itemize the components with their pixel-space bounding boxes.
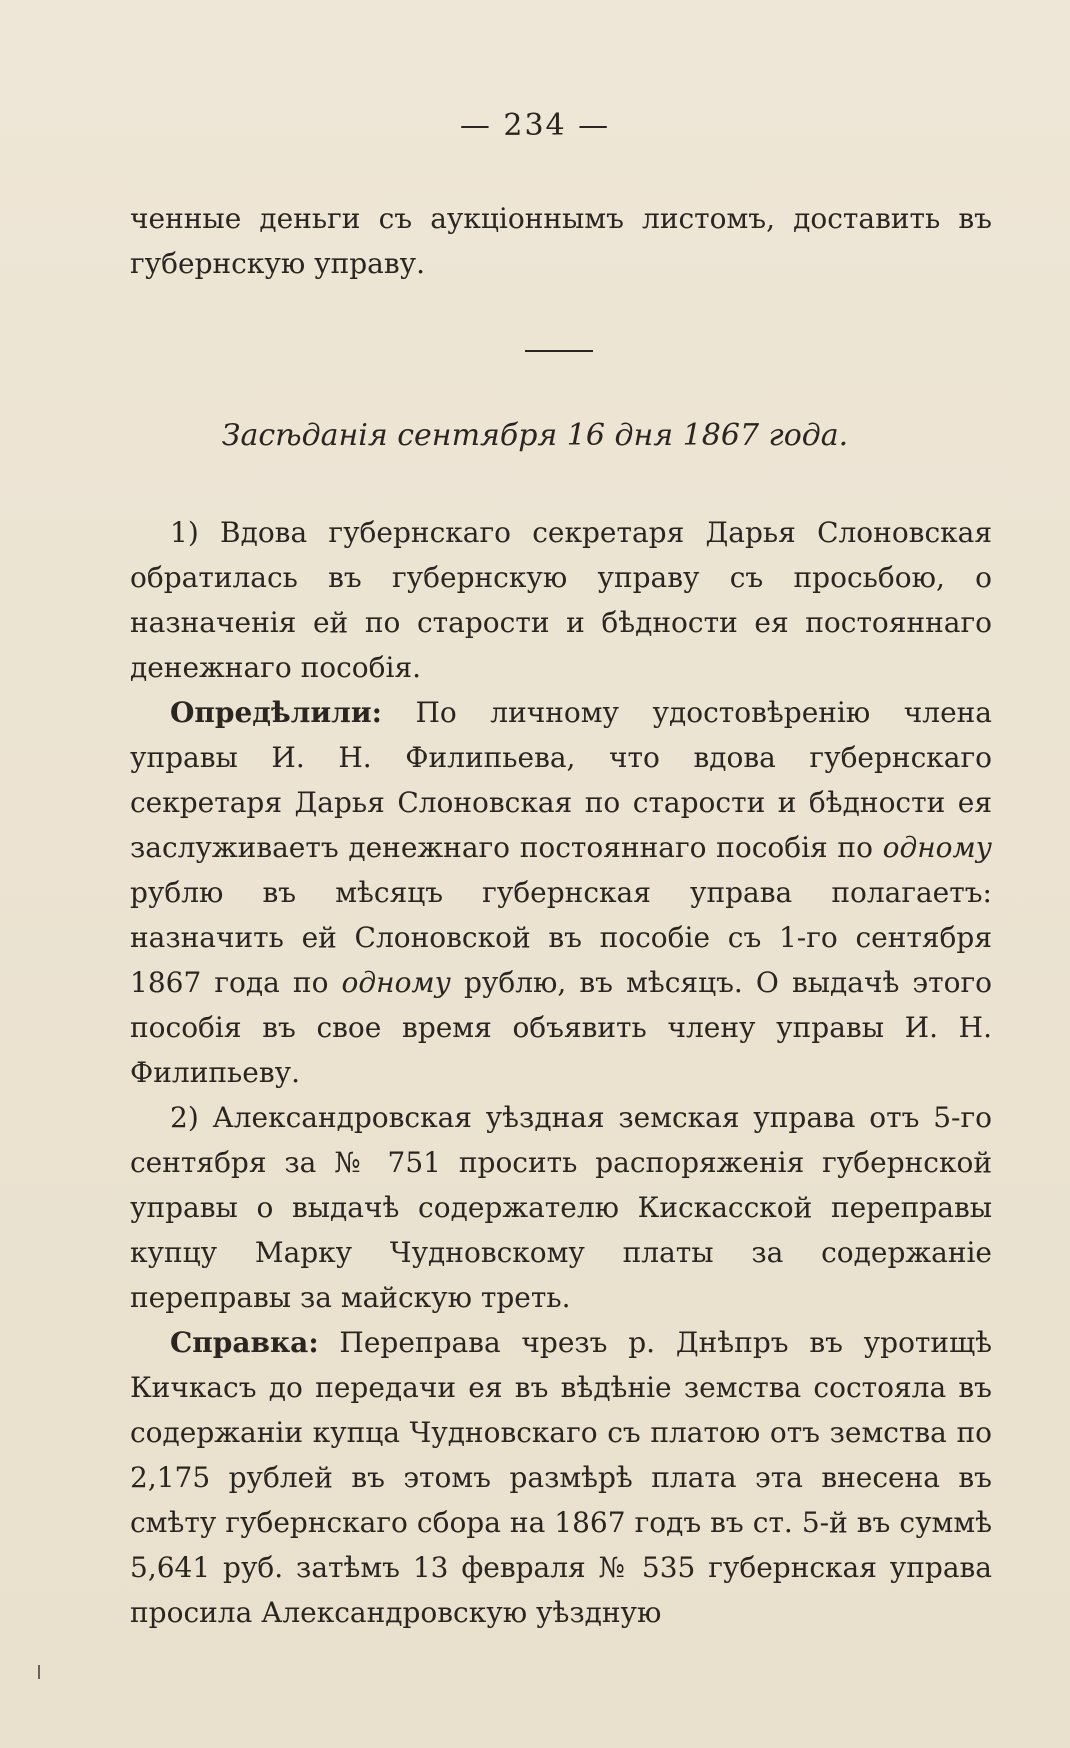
decision-text-b: рублю въ мѣсяцъ губернская управа полагаетъ: назначить ей Слоновской въ пособіе съ 1-го сентября 1867 года по xyxy=(130,876,992,999)
reference-paragraph xyxy=(130,1320,992,1635)
decision-italic-2: одному xyxy=(341,966,451,999)
main-text xyxy=(130,510,992,1635)
reference-label: Справка: xyxy=(170,1326,319,1359)
decision-text-c: рублю, въ мѣсяцъ. О выдачѣ этого пособія въ свое время объявить члену управы И. Н. Филипьеву. xyxy=(130,966,992,1089)
continued-paragraph xyxy=(130,196,992,286)
decision-text-a: По личному удостовѣренію члена управы И. Н. Филипьева, что вдова губернскаго секретаря Дарья Слоновская по старости и бѣдности ея заслуживаетъ денежнаго постояннаго пособія по xyxy=(130,696,992,864)
continued-text: ченные деньги съ аукціоннымъ листомъ, доставить въ губернскую управу. xyxy=(130,202,992,280)
session-heading: Засѣданія сентября 16 дня 1867 года. xyxy=(221,418,849,453)
page-number: — 234 — xyxy=(459,108,611,143)
reference-text: Переправа чрезъ р. Днѣпръ въ уротищѣ Кичкасъ до передачи ея въ вѣдѣніе земства состояла въ содержаніи купца Чудновскаго съ платою отъ земства по 2,175 рублей въ этомъ размѣрѣ плата эта внесена въ смѣту губернскаго сбора на 1867 годъ въ ст. 5-й въ суммѣ 5,641 руб. затѣмъ 13 февраля № 535 губернская управа просила Александровскую уѣздную xyxy=(130,1326,992,1629)
margin-mark xyxy=(38,1665,40,1679)
paragraph-1: 1) Вдова губернскаго секретаря Дарья Слоновская обратилась въ губернскую управу съ просьбою, о назначенія ей по старости и бѣдности ея постояннаго денежнаго пособія. xyxy=(130,516,992,684)
decision-label: Опредѣлили: xyxy=(170,696,382,729)
decision-paragraph xyxy=(130,690,992,1095)
paragraph-2: 2) Александровская уѣздная земская управа отъ 5-го сентября за № 751 просить распоряженія губернской управы о выдачѣ содержателю Кискасской переправы купцу Марку Чудновскому платы за содержаніе переправы за майскую треть. xyxy=(130,1101,992,1314)
section-divider xyxy=(525,350,593,352)
decision-italic-1: одному xyxy=(882,831,992,864)
